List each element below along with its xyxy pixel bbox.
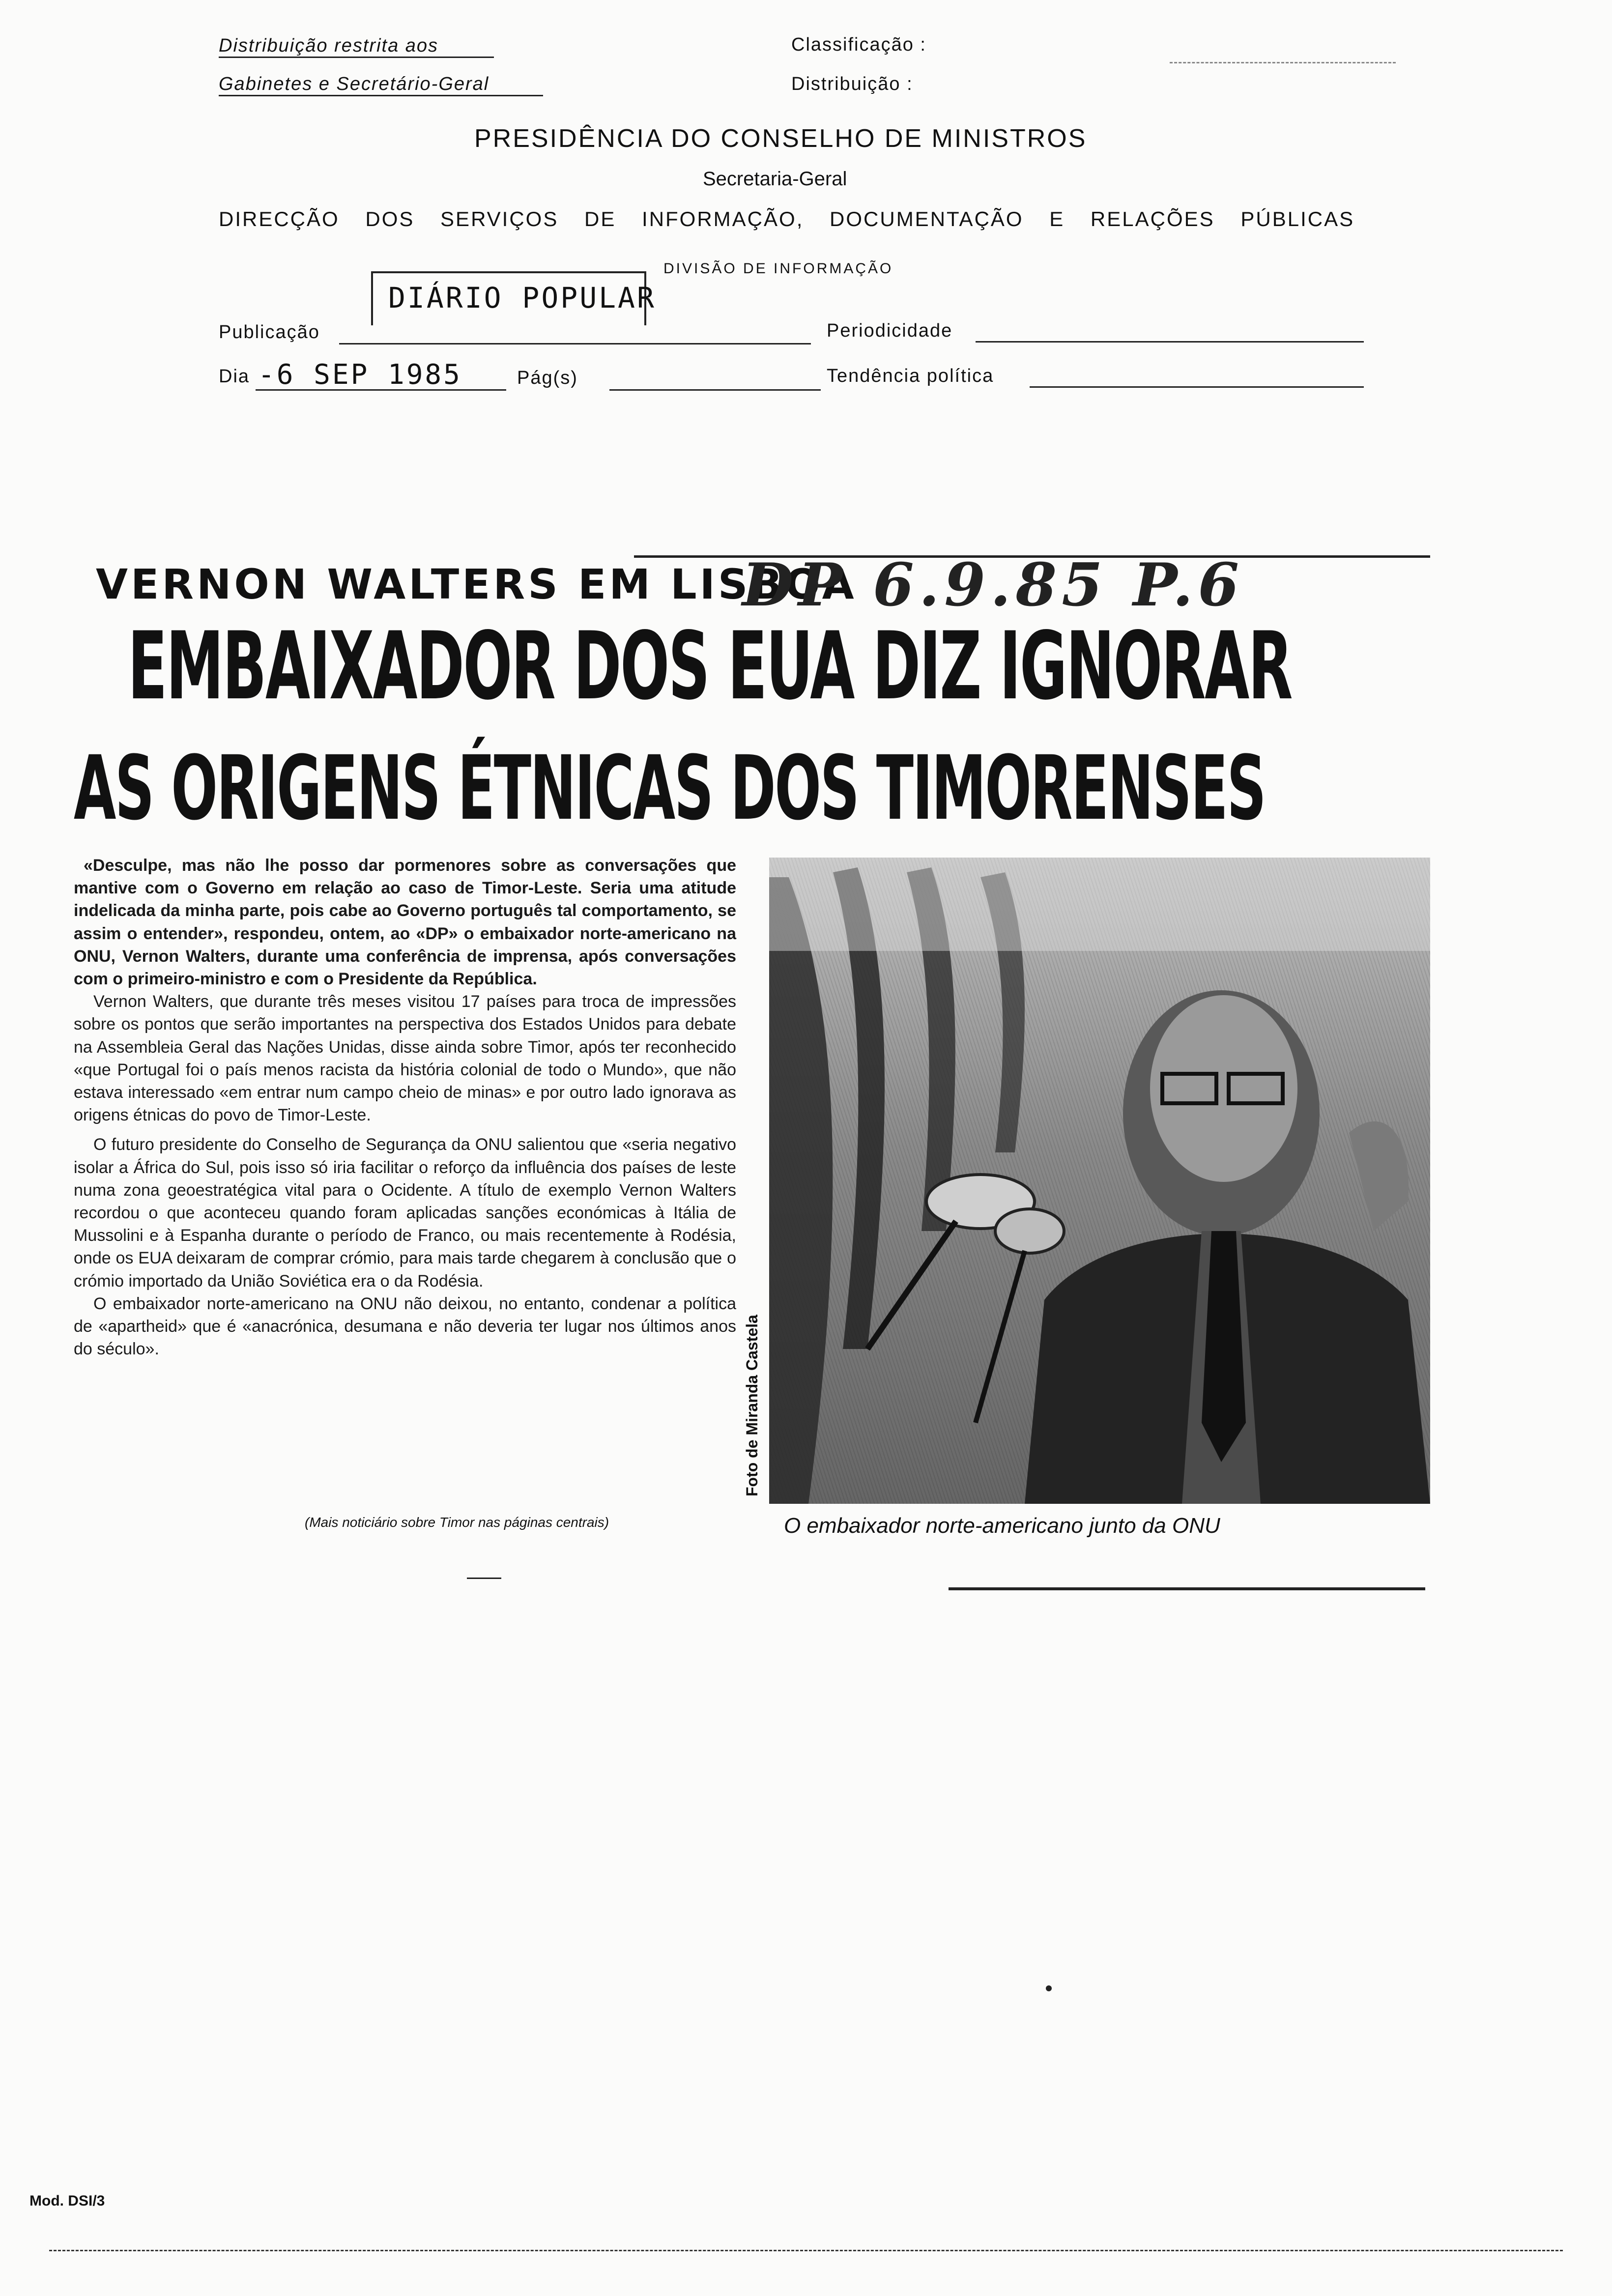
article-paragraph: «Desculpe, mas não lhe posso dar pormenores sobre as conversações que mantive com o Governo em relação ao caso de Timor-Leste. Seria uma atitude indelicada da minha parte, pois cabe ao Governo português tal comportamento, se assim o entender», respondeu, ontem, ao «DP» o embaixador norte-americano na ONU, Vernon Walters, durante uma conferência de imprensa, após conversações com o primeiro-ministro e com o Presidente da República. (74, 856, 736, 989)
classificacao-field (1170, 62, 1396, 63)
headline-line-1: EMBAIXADOR DOS EUA DIZ IGNORAR (128, 612, 1292, 720)
page-title: PRESIDÊNCIA DO CONSELHO DE MINISTROS (474, 124, 1087, 153)
article-paragraph: O futuro presidente do Conselho de Segurança da ONU salientou que «seria negativo isolar a África do Sul, pois isso só iria facilitar o reforço da influência dos países de leste numa zona geoestratégica vital para o Ocidente. A título de exemplo Vernon Walters recordou o que aconteceu quando foram aplicadas sanções económicas à Itália de Mussolini e à Espanha durante o período de Franco, ou mais recentemente à Rodésia, onde os EUA deixaram de comprar crómio, para mais tarde chegarem à conclusão que o crómio importado da União Soviética era o da Rodésia. (74, 1135, 736, 1291)
dia-value: -6 SEP 1985 (258, 359, 462, 391)
form-model: Mod. DSI/3 (29, 2193, 105, 2209)
speck (1046, 1985, 1052, 1991)
headline-line-2: AS ORIGENS ÉTNICAS DOS TIMORENSES (74, 737, 1266, 840)
tendencia-label: Tendência política (827, 366, 994, 386)
pags-field (609, 389, 821, 391)
page-subtitle: Secretaria-Geral (703, 168, 847, 190)
photo-illustration (769, 858, 1430, 1504)
article-paragraph: O embaixador norte-americano na ONU não deixou, no entanto, condenar a política de «apartheid» que é «anacrónica, desumana e não deveria ter lugar nos últimos anos do século». (74, 1294, 736, 1359)
dia-field (256, 389, 506, 391)
tendencia-field (1030, 386, 1364, 388)
stamp-left-rule (371, 273, 373, 325)
periodicidade-label: Periodicidade (827, 320, 953, 341)
distribuicao-label: Distribuição : (791, 74, 913, 94)
clipping-bottom-rule (949, 1587, 1425, 1590)
article-paragraph: Vernon Walters, que durante três meses visitou 17 países para troca de impressões sobre os pontos que serão importantes na perspectiva dos Estados Unidos para debate na Assembleia Geral das Nações Unidas, disse ainda sobre Timor, após ter reconhecido «que Portugal foi o país menos racista da história colonial de todo o Mundo», que não estava interessado «em entrar num campo cheio de minas» e por outro lado ignorava as origens étnicas do povo de Timor-Leste. (74, 992, 736, 1125)
periodicidade-field (976, 341, 1364, 343)
continuation-note: (Mais noticiário sobre Timor nas páginas centrais) (305, 1515, 609, 1530)
article-body (74, 854, 736, 1360)
stamp-top-rule (371, 271, 646, 273)
photo-credit: Foto de Miranda Castela (743, 1315, 761, 1496)
direccao-line: DIRECÇÃO DOS SERVIÇOS DE INFORMAÇÃO, DOCUMENTAÇÃO E RELAÇÕES PÚBLICAS (219, 207, 1355, 230)
divisao-label: DIVISÃO DE INFORMAÇÃO (663, 260, 893, 277)
article-photo (769, 858, 1430, 1504)
short-rule (467, 1578, 501, 1579)
dia-label: Dia (219, 366, 250, 387)
article-kicker: VERNON WALTERS EM LISBOA (96, 560, 857, 608)
restricted-line-2: Gabinetes e Secretário-Geral (219, 74, 543, 96)
restricted-line-1: Distribuição restrita aos (219, 35, 494, 58)
publicacao-field (339, 343, 811, 344)
publicacao-stamp: DIÁRIO POPULAR (388, 281, 656, 315)
photo-caption: O embaixador norte-americano junto da ONU (784, 1514, 1220, 1538)
footer-dashed-rule (49, 2250, 1563, 2251)
publicacao-label: Publicação (219, 322, 320, 343)
handwritten-reference: DP 6.9.85 P.6 (742, 550, 1244, 620)
pags-label: Pág(s) (517, 368, 578, 388)
classificacao-label: Classificação : (791, 34, 926, 55)
